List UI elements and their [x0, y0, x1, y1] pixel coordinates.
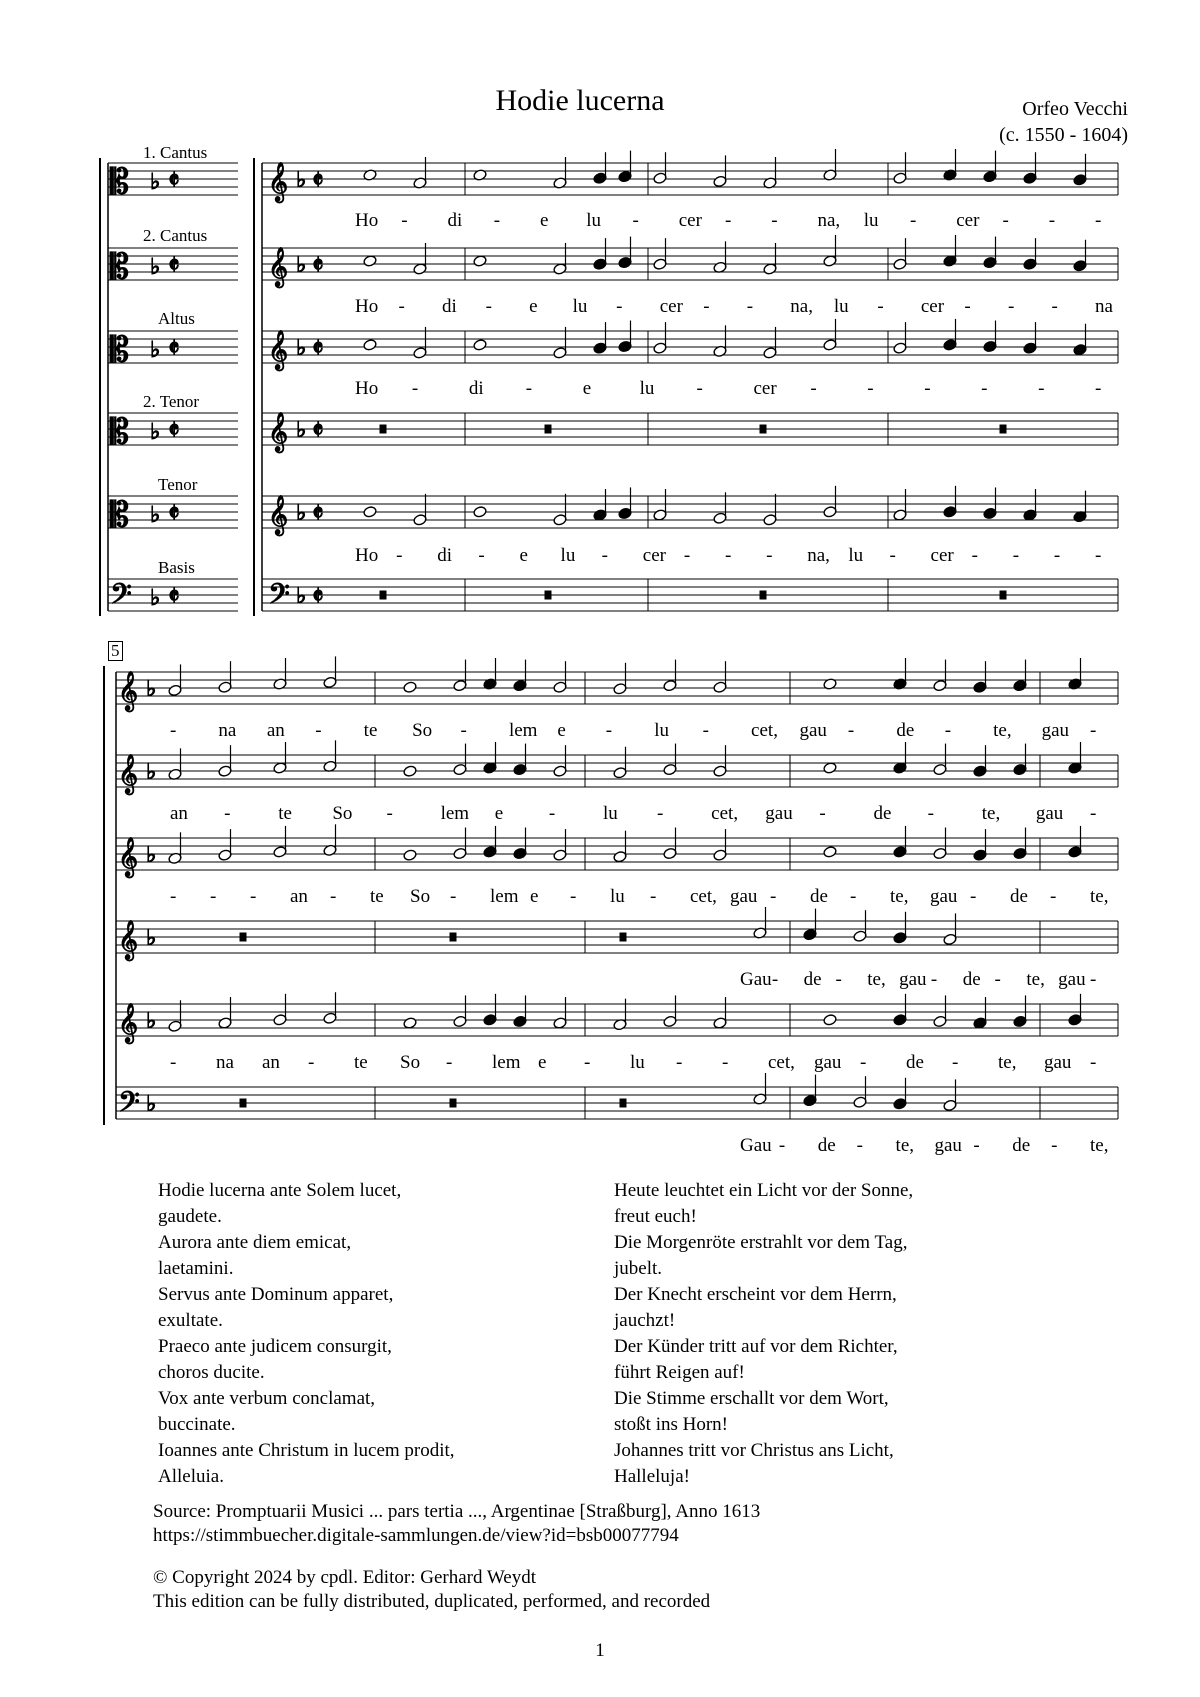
notehead [473, 339, 487, 352]
cantus-1-lyric: lu [586, 210, 602, 231]
cut-time-icon: 𝄵 [312, 582, 324, 612]
cantus-1-lyric: cet, [751, 720, 778, 741]
cantus-1-lyric: de [896, 720, 915, 741]
altus-lyric: de [810, 886, 828, 907]
tenor-lyric: di [437, 545, 452, 566]
notehead [403, 765, 417, 778]
latin-line: Servus ante Dominum apparet, [158, 1284, 394, 1305]
c-clef-icon: 𝄡 [110, 495, 129, 535]
rest-icon [545, 425, 551, 433]
altus-lyric: So [410, 886, 431, 907]
notehead [363, 506, 377, 519]
voice-label-tenor-2: 2. Tenor [143, 392, 200, 411]
notehead [823, 762, 837, 775]
treble-clef-icon: 𝄞 [268, 412, 289, 452]
cut-time-icon: 𝄵 [168, 416, 180, 446]
cantus-1-lyric: na, [817, 210, 841, 231]
altus-lyric: gau [730, 886, 758, 907]
basis-lyric: - [973, 1135, 980, 1156]
cantus-1-lyric: lu [863, 210, 879, 231]
altus-lyric: - [650, 886, 657, 907]
cantus-2-lyric: lu [833, 296, 849, 317]
tenor-lyric: - [1090, 1052, 1097, 1073]
rest-icon [620, 1099, 626, 1107]
cut-time-icon: 𝄵 [168, 251, 180, 281]
altus-lyric: - [330, 886, 337, 907]
cantus-2-lyric: e [494, 803, 504, 824]
tenor-2-lyric: - [1090, 969, 1097, 990]
altus-lyric: - [924, 378, 931, 399]
cantus-2-lyric: - [927, 803, 934, 824]
cut-time-icon: 𝄵 [312, 416, 324, 446]
tenor-2-lyric: Gau [740, 969, 772, 990]
german-line: jubelt. [614, 1258, 663, 1279]
bass-clef-icon: 𝄢 [110, 578, 132, 618]
basis-lyric: - [778, 1135, 786, 1156]
source-note [153, 1500, 760, 1548]
flat-sign-icon: ♭ [150, 338, 161, 363]
altus-lyric: te [370, 886, 384, 907]
cantus-1-lyric: - [170, 720, 177, 741]
altus-lyric: de [1010, 886, 1028, 907]
notehead [823, 1014, 837, 1027]
cantus-1-lyric: gau [799, 720, 827, 741]
german-line: Die Stimme erschallt vor dem Wort, [614, 1388, 889, 1409]
copyright-note [153, 1566, 710, 1614]
notehead [473, 506, 487, 519]
cantus-1-lyric: - [493, 210, 501, 231]
basis-lyric: te, [1090, 1135, 1109, 1156]
rest-icon [450, 1099, 456, 1107]
altus-lyric: Ho [355, 378, 379, 399]
flat-sign-icon: ♭ [146, 1009, 157, 1034]
rest-icon [240, 933, 246, 941]
tenor-lyric: gau [814, 1052, 842, 1073]
altus-lyric: cet, [690, 886, 717, 907]
tenor-2-lyric: de [962, 969, 981, 990]
source-url[interactable]: https://stimmbuecher.digitale-sammlungen.de/view?id=bsb00077794 [153, 1525, 679, 1546]
tenor-lyric: So [400, 1052, 421, 1073]
german-line: stoßt ins Horn! [614, 1414, 728, 1435]
cantus-2-lyric: te [278, 803, 292, 824]
cut-time-icon: 𝄵 [312, 251, 324, 281]
altus-lyric: - [1038, 378, 1045, 399]
cantus-1-lyric: an [266, 720, 285, 741]
voice-label-cantus-1: 1. Cantus [143, 143, 208, 162]
tenor-2-lyric: - [771, 969, 779, 990]
german-line: freut euch! [614, 1206, 697, 1227]
notehead [403, 681, 417, 694]
cantus-1-lyric: cer [678, 210, 702, 231]
cantus-1-lyric: na [218, 720, 237, 741]
basis-lyric: gau [934, 1135, 962, 1156]
flat-sign-icon: ♭ [296, 168, 307, 193]
tenor-2-lyric: - [835, 969, 842, 990]
basis-lyric: - [856, 1135, 863, 1156]
altus-lyric: e [530, 886, 539, 907]
cantus-2-lyric: lem [440, 803, 470, 824]
german-text [614, 1178, 913, 1490]
cantus-2-lyric: So [332, 803, 353, 824]
treble-clef-icon: 𝄞 [118, 754, 139, 794]
tenor-2-lyric: de [803, 969, 822, 990]
cantus-1-lyric: - [632, 210, 639, 231]
basis-lyric: Gau [740, 1135, 772, 1156]
source-line: Source: Promptuarii Musici ... pars tertia ..., Argentinae [Straßburg], Anno 1613 [153, 1501, 761, 1522]
cantus-1-lyric: lem [508, 720, 538, 741]
notehead [363, 339, 377, 352]
rest-icon [545, 591, 551, 599]
altus-lyric: gau [930, 886, 958, 907]
german-line: Heute leuchtet ein Licht vor der Sonne, [614, 1180, 914, 1201]
treble-clef-icon: 𝄞 [118, 920, 139, 960]
altus-lyric: - [250, 886, 257, 907]
tenor-2-lyric: - [930, 969, 938, 990]
treble-clef-icon: 𝄞 [268, 247, 289, 287]
cantus-1-lyric: - [1002, 210, 1009, 231]
tenor-lyric: - [584, 1052, 591, 1073]
german-line: Der Knecht erscheint vor dem Herrn, [614, 1284, 897, 1305]
cantus-2-lyric: - [877, 296, 884, 317]
latin-line: Hodie lucerna ante Solem lucet, [158, 1180, 402, 1201]
flat-sign-icon: ♭ [296, 336, 307, 361]
cantus-2-lyric: - [1007, 296, 1015, 317]
tenor-lyric: - [478, 545, 485, 566]
latin-text [158, 1178, 455, 1490]
cantus-2-lyric: na, [790, 296, 813, 317]
tenor-lyric: - [676, 1052, 683, 1073]
flat-sign-icon: ♭ [296, 253, 307, 278]
cantus-1-lyric: e [557, 720, 566, 741]
cantus-2-lyric: gau [765, 803, 793, 824]
flat-sign-icon: ♭ [150, 586, 161, 611]
german-line: führt Reigen auf! [614, 1362, 745, 1383]
cantus-2-lyric: di [442, 296, 457, 317]
flat-sign-icon: ♭ [146, 760, 157, 785]
cantus-2-lyric: - [485, 296, 492, 317]
cantus-2-lyric: - [1090, 803, 1097, 824]
notehead [823, 846, 837, 859]
tenor-lyric: - [725, 545, 732, 566]
cut-time-icon: 𝄵 [168, 499, 180, 529]
rest-icon [620, 933, 626, 941]
german-line: Halleluja! [614, 1466, 690, 1487]
tenor-lyric: lu [848, 545, 864, 566]
german-line: jauchzt! [614, 1310, 676, 1331]
tenor-lyric: de [906, 1052, 924, 1073]
cantus-2-lyric: lu [572, 296, 588, 317]
c-clef-icon: 𝄡 [110, 162, 129, 202]
flat-sign-icon: ♭ [146, 677, 157, 702]
tenor-lyric: - [446, 1052, 453, 1073]
composer-name: Orfeo Vecchi [1022, 98, 1128, 120]
tenor-lyric: - [1095, 545, 1102, 566]
voice-label-altus: Altus [158, 309, 195, 328]
altus-lyric: - [525, 378, 533, 399]
flat-sign-icon: ♭ [296, 501, 307, 526]
cantus-1-lyric: lu [654, 720, 669, 741]
tenor-lyric: cer [930, 545, 954, 566]
cantus-1-lyric: - [702, 720, 709, 741]
cantus-1-lyric: te, [993, 720, 1012, 741]
altus-lyric: lu [610, 886, 625, 907]
piece-title: Hodie lucerna [495, 84, 665, 117]
cantus-2-lyric: gau [1035, 803, 1064, 824]
cantus-1-lyric: - [910, 210, 917, 231]
tenor-lyric: - [308, 1052, 315, 1073]
notehead [363, 255, 377, 268]
treble-clef-icon: 𝄞 [118, 1003, 139, 1043]
tenor-lyric: - [601, 545, 608, 566]
notehead [473, 255, 487, 268]
latin-line: exultate. [158, 1310, 223, 1331]
altus-lyric: di [468, 378, 484, 399]
cantus-1-lyric: - [315, 720, 322, 741]
cantus-2-lyric: - [548, 803, 556, 824]
latin-line: buccinate. [158, 1414, 236, 1435]
altus-lyric: - [970, 886, 977, 907]
cantus-2-lyric: - [1051, 296, 1058, 317]
cantus-1-lyric: - [1048, 210, 1056, 231]
basis-lyric: de [817, 1135, 836, 1156]
notehead [403, 849, 417, 862]
treble-clef-icon: 𝄞 [118, 671, 139, 711]
tenor-2-lyric: - [994, 969, 1001, 990]
tenor-lyric: te [354, 1052, 368, 1073]
tenor-lyric: an [262, 1052, 280, 1073]
treble-clef-icon: 𝄞 [268, 495, 289, 535]
tenor-lyric: e [538, 1052, 547, 1073]
tenor-2-lyric: te, [867, 969, 886, 990]
tenor-lyric: - [396, 545, 403, 566]
cantus-2-lyric: cet, [711, 803, 739, 824]
c-clef-icon: 𝄡 [110, 330, 129, 370]
cantus-2-lyric: cer [659, 296, 683, 317]
latin-line: Alleluia. [158, 1466, 224, 1487]
page-number: 1 [595, 1640, 605, 1661]
cut-time-icon: 𝄵 [312, 166, 324, 196]
tenor-lyric: te, [998, 1052, 1017, 1073]
measure-number: 5 [108, 641, 123, 661]
tenor-lyric: - [1053, 545, 1061, 566]
notehead [403, 1017, 417, 1030]
cantus-1-lyric: di [447, 210, 463, 231]
altus-lyric: - [570, 886, 577, 907]
tenor-lyric: - [952, 1052, 959, 1073]
latin-line: Ioannes ante Christum in lucem prodit, [158, 1440, 455, 1461]
altus-lyric: lu [639, 378, 655, 399]
composer-credit [999, 96, 1128, 148]
tenor-lyric: - [766, 545, 773, 566]
flat-sign-icon: ♭ [150, 420, 161, 445]
tenor-lyric: - [1012, 545, 1020, 566]
cantus-2-lyric: lu [602, 803, 618, 824]
altus-lyric: te, [890, 886, 909, 907]
cantus-2-lyric: de [873, 803, 892, 824]
altus-lyric: - [411, 378, 419, 399]
tenor-lyric: lu [560, 545, 576, 566]
rest-icon [1000, 425, 1006, 433]
tenor-lyric: - [683, 545, 691, 566]
german-line: Die Morgenröte erstrahlt vor dem Tag, [614, 1232, 908, 1253]
cantus-1-lyric: - [1090, 720, 1097, 741]
latin-line: Praeco ante judicem consurgit, [158, 1336, 392, 1357]
copyright-line: © Copyright 2024 by cpdl. Editor: Gerhard Weydt [153, 1567, 536, 1588]
c-clef-icon: 𝄡 [110, 247, 129, 287]
cut-time-icon: 𝄵 [168, 582, 180, 612]
cut-time-icon: 𝄵 [168, 334, 180, 364]
tenor-lyric: - [860, 1052, 867, 1073]
cantus-1-lyric: - [725, 210, 732, 231]
altus-lyric: - [810, 378, 817, 399]
tenor-lyric: lem [492, 1052, 521, 1073]
german-line: Der Künder tritt auf vor dem Richter, [614, 1336, 898, 1357]
latin-line: Vox ante verbum conclamat, [158, 1388, 376, 1409]
tenor-lyric: - [971, 545, 978, 566]
tenor-2-lyric: gau [1058, 969, 1086, 990]
latin-line: choros ducite. [158, 1362, 265, 1383]
rest-icon [450, 933, 456, 941]
treble-clef-icon: 𝄞 [118, 837, 139, 877]
cantus-2-lyric: - [964, 296, 971, 317]
rest-icon [240, 1099, 246, 1107]
altus-lyric: - [170, 886, 177, 907]
rest-icon [760, 591, 766, 599]
treble-clef-icon: 𝄞 [268, 162, 289, 202]
basis-lyric: de [1012, 1135, 1031, 1156]
altus-lyric: - [1050, 886, 1057, 907]
tenor-lyric: lu [630, 1052, 645, 1073]
voice-label-cantus-2: 2. Cantus [143, 226, 208, 245]
altus-lyric: - [696, 378, 703, 399]
flat-sign-icon: ♭ [150, 503, 161, 528]
flat-sign-icon: ♭ [150, 255, 161, 280]
cantus-1-lyric: - [1095, 210, 1102, 231]
altus-lyric: an [290, 886, 308, 907]
german-line: Johannes tritt vor Christus ans Licht, [614, 1440, 894, 1461]
altus-lyric: - [450, 886, 457, 907]
cantus-1-lyric: - [605, 720, 613, 741]
latin-line: laetamini. [158, 1258, 234, 1279]
flat-sign-icon: ♭ [296, 418, 307, 443]
flat-sign-icon: ♭ [146, 926, 157, 951]
rest-icon [760, 425, 766, 433]
altus-lyric: te, [1090, 886, 1109, 907]
cantus-2-lyric: - [386, 803, 393, 824]
treble-clef-icon: 𝄞 [268, 330, 289, 370]
cantus-1-lyric: e [540, 210, 549, 231]
flat-sign-icon: ♭ [296, 584, 307, 609]
altus-lyric: - [981, 378, 988, 399]
cantus-2-lyric: - [819, 803, 826, 824]
cantus-2-lyric: e [529, 296, 538, 317]
cantus-1-lyric: Ho [355, 210, 379, 231]
flat-sign-icon: ♭ [146, 843, 157, 868]
cantus-1-lyric: So [412, 720, 433, 741]
cantus-2-lyric: - [746, 296, 754, 317]
tenor-lyric: cer [642, 545, 666, 566]
rest-icon [380, 425, 386, 433]
license-line: This edition can be fully distributed, duplicated, performed, and recorded [153, 1591, 711, 1612]
tenor-lyric: - [170, 1052, 177, 1073]
voice-label-tenor: Tenor [158, 475, 198, 494]
tenor-lyric: - [889, 545, 896, 566]
altus-lyric: - [850, 886, 857, 907]
tenor-lyric: na, [807, 545, 830, 566]
flat-sign-icon: ♭ [146, 1092, 157, 1117]
rest-icon [1000, 591, 1006, 599]
cantus-2-lyric: cer [920, 296, 945, 317]
tenor-lyric: e [519, 545, 528, 566]
bass-clef-icon: 𝄢 [268, 578, 290, 618]
c-clef-icon: 𝄡 [110, 412, 129, 452]
cantus-1-lyric: - [401, 210, 408, 231]
cut-time-icon: 𝄵 [312, 334, 324, 364]
tenor-2-lyric: te, [1026, 969, 1045, 990]
altus-lyric: - [770, 886, 777, 907]
altus-lyric: lem [490, 886, 519, 907]
voice-label-basis: Basis [158, 558, 195, 577]
altus-lyric: - [867, 378, 874, 399]
altus-lyric: cer [753, 378, 777, 399]
cantus-1-lyric: - [460, 720, 467, 741]
cantus-1-lyric: - [771, 210, 778, 231]
cantus-2-lyric: - [398, 296, 405, 317]
cantus-1-lyric: - [944, 720, 952, 741]
cantus-2-lyric: - [657, 803, 664, 824]
cantus-1-lyric: cer [956, 210, 980, 231]
tenor-lyric: cet, [768, 1052, 795, 1073]
tenor-lyric: gau [1044, 1052, 1072, 1073]
altus-lyric: e [582, 378, 592, 399]
basis-lyric: - [1051, 1135, 1058, 1156]
cantus-2-lyric: - [703, 296, 710, 317]
latin-line: Aurora ante diem emicat, [158, 1232, 352, 1253]
cantus-2-lyric: - [224, 803, 231, 824]
cut-time-icon: 𝄵 [312, 499, 324, 529]
rest-icon [380, 591, 386, 599]
tenor-lyric: - [722, 1052, 729, 1073]
cantus-1-lyric: - [847, 720, 855, 741]
cantus-2-lyric: te, [981, 803, 1001, 824]
bass-clef-icon: 𝄢 [118, 1086, 140, 1126]
cantus-2-lyric: an [170, 803, 188, 824]
cantus-2-lyric: na [1095, 296, 1113, 317]
flat-sign-icon: ♭ [150, 170, 161, 195]
altus-lyric: - [1095, 378, 1102, 399]
cantus-1-lyric: te [363, 720, 378, 741]
latin-line: gaudete. [158, 1206, 222, 1227]
tenor-lyric: na [216, 1052, 234, 1073]
cut-time-icon: 𝄵 [168, 166, 180, 196]
tenor-lyric: Ho [355, 545, 379, 566]
basis-lyric: te, [895, 1135, 915, 1156]
cantus-1-lyric: gau [1041, 720, 1070, 741]
cantus-2-lyric: - [616, 296, 623, 317]
cantus-2-lyric: Ho [355, 296, 379, 317]
composer-dates: (c. 1550 - 1604) [999, 124, 1128, 146]
tenor-2-lyric: gau [899, 969, 927, 990]
altus-lyric: - [210, 886, 217, 907]
